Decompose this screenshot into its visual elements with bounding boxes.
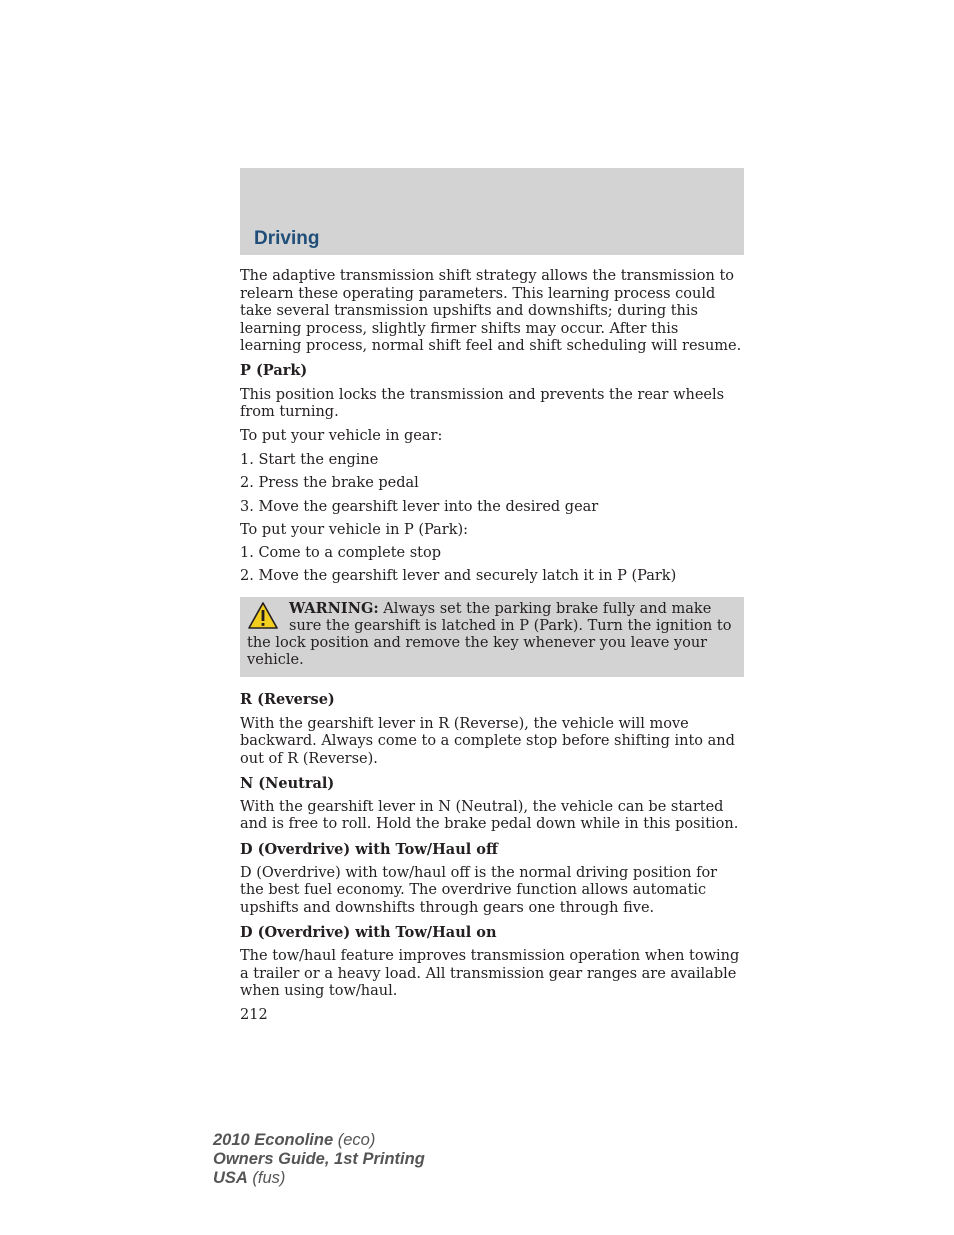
intro-paragraph: The adaptive transmission shift strategy allows the transmission to relearn these operating parameters. This learning process could take several transmission upshifts and downshifts; during this learning process, slightly firmer shifts may occur. After this learning process, normal shift feel and shift scheduling will resume. [240,268,742,355]
page-content [240,268,744,1025]
reverse-heading: R (Reverse) [240,691,335,709]
warning-label: WARNING: [289,600,379,618]
overdrive-off-heading: D (Overdrive) with Tow/Haul off [240,840,498,858]
page-number: 212 [240,1007,268,1024]
warning-box [240,597,744,677]
park-intro: To put your vehicle in P (Park): [240,521,469,538]
document-footer [213,1131,425,1188]
section-title: Driving [254,228,320,249]
park-step: 2. Move the gearshift lever and securely latch it in P (Park) [240,567,677,584]
footer-market: USA [213,1169,248,1187]
gear-step: 3. Move the gearshift lever into the desired gear [240,498,599,515]
section-header-band [240,168,744,255]
gear-intro: To put your vehicle in gear: [240,428,443,445]
footer-model-code: (eco) [333,1131,376,1149]
gear-step: 2. Press the brake pedal [240,475,419,492]
overdrive-on-heading: D (Overdrive) with Tow/Haul on [240,923,497,941]
footer-guide: Owners Guide, 1st Printing [213,1150,425,1168]
footer-line-market [213,1169,425,1188]
gear-step: 1. Start the engine [240,452,379,469]
footer-model: 2010 Econoline [213,1131,334,1149]
park-description: This position locks the transmission and prevents the rear wheels from turning. [240,386,725,421]
overdrive-on-description: The tow/haul feature improves transmission operation when towing a trailer or a heavy load. All transmission gear ranges are available when using tow/haul. [240,948,740,1000]
overdrive-off-description: D (Overdrive) with tow/haul off is the normal driving position for the best fuel economy. The overdrive function allows automatic upshifts and downshifts through gears one through five. [240,864,718,916]
warning-text: Always set the parking brake fully and make sure the gearshift is latched in P (Park). Turn the ignition to the lock position and remove the key whenever you leave your vehicle. [247,601,732,669]
footer-line-guide [213,1150,425,1169]
warning-triangle-icon [247,601,279,631]
footer-market-code: (fus) [247,1169,286,1187]
park-step: 1. Come to a complete stop [240,544,442,561]
park-heading: P (Park) [240,362,308,380]
footer-line-model [213,1131,425,1150]
reverse-description: With the gearshift lever in R (Reverse), the vehicle will move backward. Always come to a complete stop before shifting into and out of R (Reverse). [240,715,735,767]
neutral-heading: N (Neutral) [240,774,335,792]
neutral-description: With the gearshift lever in N (Neutral), the vehicle can be started and is free to roll. Hold the brake pedal down while in this position. [240,798,739,833]
